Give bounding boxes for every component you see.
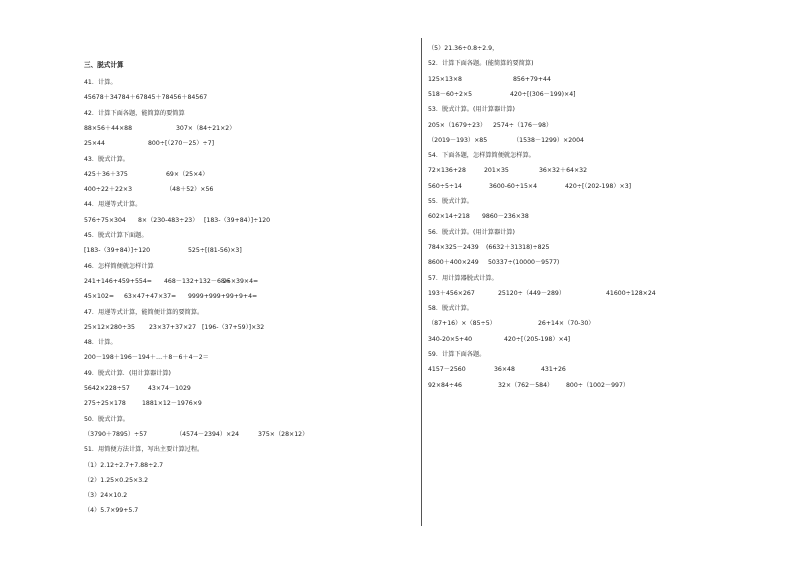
right-line-4-item-0: 53．脱式计算。(用计算器计算)	[428, 106, 515, 114]
right-line-16-item-2: 41600÷128×24	[606, 289, 656, 297]
right-line-12-item-0: 56．脱式计算。(用计算器计算)	[428, 228, 515, 236]
left-line-18-item-0: 200－198＋196－194＋…＋8－6＋4－2＝	[84, 354, 209, 362]
left-line-16-item-2: [196-（37+59）]×32	[202, 323, 265, 331]
right-line-19-item-0: 340-20×5+40	[428, 335, 473, 343]
left-line-19-item-0: 49．脱式计算．(用计算器计算)	[84, 369, 171, 377]
right-line-22-item-0: 92×84÷46	[428, 381, 462, 389]
left-line-2-item-0: 42．计算下面各题，能简算的要简算	[84, 109, 185, 117]
right-line-9-item-0: 560÷5÷14	[428, 182, 462, 190]
right-line-11-item-1: 9860－236×38	[482, 213, 529, 221]
left-line-23-item-1: （4574－2394）×24	[176, 430, 240, 438]
right-line-16-item-0: 193＋456×267	[428, 289, 475, 297]
right-line-14-item-0: 8600＋400×249	[428, 259, 479, 267]
left-line-11-item-1: 525÷[(81-56)×3]	[188, 247, 242, 255]
left-line-21-item-0: 275÷25×178	[84, 400, 126, 408]
left-line-20-item-1: 43×74－1029	[148, 385, 191, 392]
right-line-7-item-0: 54．下面各题，怎样算简便就怎样算。	[428, 152, 535, 160]
left-line-5-item-0: 43．脱式计算。	[84, 155, 129, 163]
right-line-6-item-0: （2019－193）×85	[428, 136, 488, 144]
left-line-10-item-0: 45．脱式计算下面题。	[84, 232, 148, 239]
section-title: 三、脱式计算	[84, 61, 124, 69]
right-line-8-item-2: 36×32＋64×32	[539, 167, 588, 175]
right-line-10-item-0: 55．脱式计算。	[428, 198, 473, 205]
right-line-14-item-1: 50337÷(10000－9577)	[488, 259, 560, 267]
left-line-6-item-0: 425＋36＋375	[84, 170, 128, 178]
right-line-22-item-2: 800÷（1002－997）	[566, 381, 630, 389]
left-line-15-item-0: 47．用递等式计算，能简便计算的要简算。	[84, 308, 204, 316]
left-line-23-item-2: 375×（28×12）	[258, 430, 309, 438]
right-line-15-item-0: 57．用计算器脱式计算。	[428, 274, 498, 282]
right-line-21-item-0: 4157－2560	[428, 366, 466, 374]
left-line-16-item-1: 23×37+37×27	[149, 323, 197, 331]
right-line-11-item-0: 602×14÷218	[428, 213, 470, 221]
right-line-0-item-0: （5）21.36÷0.8÷2.9，	[428, 45, 499, 52]
right-line-21-item-2: 431+26	[541, 366, 566, 374]
right-line-22-item-1: 32×（762－584）	[498, 381, 554, 389]
left-line-1-item-0: 45678＋34784＋67845＋78456＋84567	[84, 94, 208, 102]
left-line-4-item-0: 25×44	[84, 140, 105, 148]
right-line-2-item-1: 856+79+44	[513, 75, 551, 83]
left-line-13-item-1: 468－132+132－68=	[164, 277, 231, 285]
right-line-3-item-1: 420÷[(306－199)×4]	[510, 90, 576, 98]
right-line-16-item-1: 25120÷（449－289）	[498, 289, 566, 297]
left-line-25-item-0: （1）2.12÷2.7+7.88÷2.7	[84, 461, 164, 469]
left-line-8-item-0: 44．用递等式计算。	[84, 201, 142, 209]
left-line-12-item-0: 46．怎样简便就怎样计算	[84, 262, 154, 270]
left-line-23-item-0: （3790＋7895）÷57	[84, 430, 148, 438]
right-line-17-item-0: 58．脱式计算。	[428, 305, 473, 313]
left-line-14-item-0: 45×102=	[84, 293, 115, 301]
left-line-20-item-0: 5642×228÷57	[84, 385, 130, 392]
left-line-0-item-0: 41．计算。	[84, 79, 117, 86]
left-line-11-item-0: [183-（39+84）]÷120	[84, 247, 151, 255]
left-line-24-item-0: 51．用简便方法计算，写出主要计算过程。	[84, 446, 204, 454]
left-line-7-item-0: 400÷22＋22×3	[84, 186, 133, 194]
right-line-8-item-1: 201×35	[484, 167, 509, 175]
left-line-9-item-0: 576÷75×304	[84, 216, 126, 224]
left-line-16-item-0: 25×12×280÷35	[84, 323, 135, 331]
left-line-3-item-1: 307×（84÷21×2）	[176, 124, 236, 132]
right-line-19-item-1: 420÷[（205-198）×4]	[504, 335, 571, 343]
left-line-27-item-0: （3）24×10.2	[84, 492, 128, 500]
column-divider	[421, 38, 422, 526]
left-line-4-item-1: 800÷[（270－25）÷7]	[148, 140, 215, 148]
right-line-8-item-0: 72×136+28	[428, 167, 466, 175]
right-line-5-item-0: 205×（1679÷23）	[428, 121, 487, 129]
right-line-18-item-1: 26+14×（70-30）	[538, 320, 595, 328]
left-line-22-item-0: 50．脱式计算。	[84, 415, 129, 423]
left-line-7-item-1: （48＋52）×56	[166, 186, 214, 194]
right-line-13-item-0: 784×325－2439	[428, 243, 479, 251]
left-line-9-item-2: [183-（39+84）]÷120	[204, 216, 271, 224]
right-line-2-item-0: 125×13×8	[428, 75, 462, 83]
left-line-13-item-0: 241+146+459+554=	[84, 277, 152, 285]
left-line-3-item-0: 88×56＋44×88	[84, 124, 133, 132]
right-line-3-item-0: 518－60÷2×5	[428, 90, 473, 98]
right-line-13-item-1: (6632＋31318)÷825	[486, 243, 550, 251]
right-line-6-item-1: （1538－1299）×2004	[513, 136, 584, 144]
left-line-14-item-1: 63×47+47×37=	[124, 293, 177, 301]
right-line-9-item-2: 420÷[（202-198）×3]	[565, 182, 632, 190]
left-line-26-item-0: （2）1.25×0.25×3.2	[84, 476, 149, 484]
left-line-17-item-0: 48．计算。	[84, 339, 117, 347]
right-line-18-item-0: （87+16）×（85÷5）	[428, 320, 496, 328]
right-line-1-item-0: 52．计算下面各题。(能简算的要简算)	[428, 60, 534, 68]
right-line-21-item-1: 36×48	[494, 366, 515, 374]
right-line-20-item-0: 59．计算下面各题。	[428, 351, 486, 358]
right-line-5-item-1: 2574÷（176－98）	[493, 121, 553, 129]
left-line-28-item-0: （4）5.7×99+5.7	[84, 507, 139, 515]
left-line-13-item-2: 25×39×4=	[223, 277, 259, 285]
right-line-9-item-1: 3600-60÷15×4	[489, 182, 538, 190]
left-line-9-item-1: 8×（230-483÷23）	[138, 216, 199, 224]
left-line-14-item-2: 9999+999+99+9+4=	[188, 293, 258, 301]
left-line-6-item-1: 69×（25×4）	[166, 170, 209, 178]
left-line-21-item-1: 1881×12－1976×9	[142, 400, 202, 408]
